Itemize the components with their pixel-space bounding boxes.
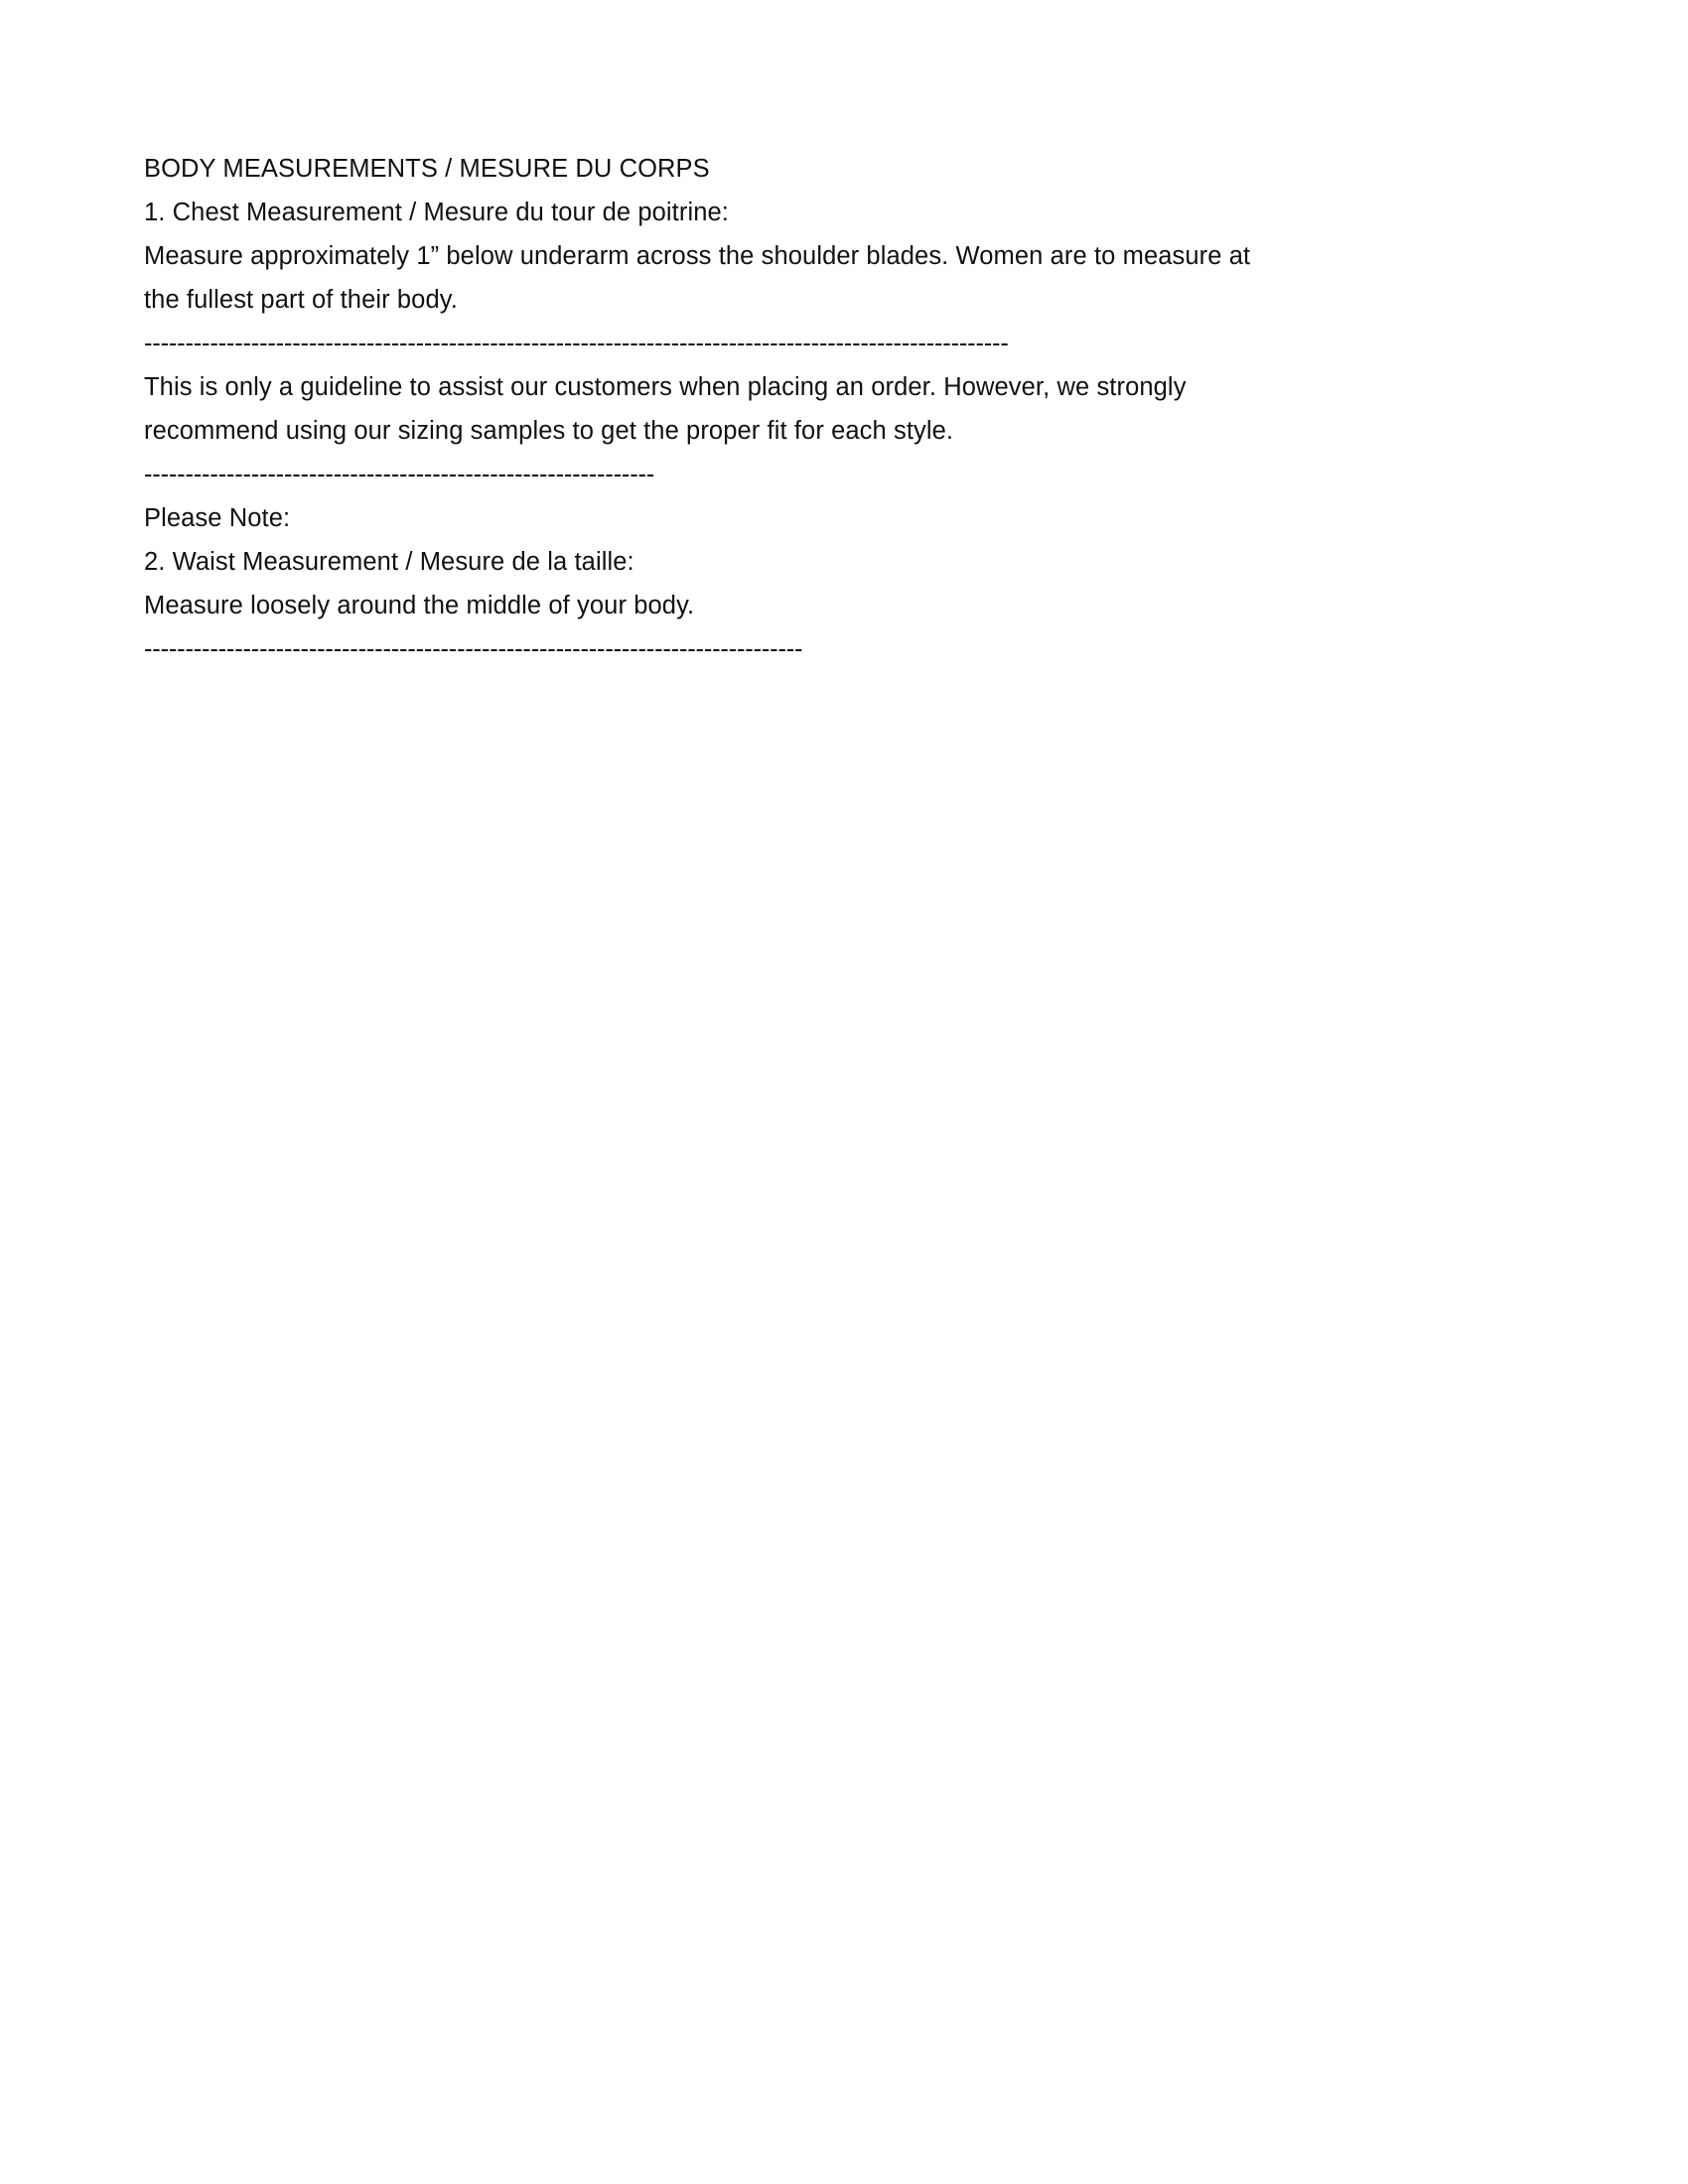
waist-measurement-label: 2. Waist Measurement / Mesure de la taille: (144, 548, 634, 576)
divider-2: -------------------------------------------------------------- (144, 461, 655, 488)
chest-measurement-label: 1. Chest Measurement / Mesure du tour de poitrine: (144, 199, 729, 226)
waist-measurement-instruction: Measure loosely around the middle of your body. (144, 592, 695, 619)
divider-3: -------------------------------------------------------------------------------- (144, 635, 803, 663)
divider-1: --------------------------------------------------------------------------------------------------------- (144, 330, 1009, 357)
guideline-note: This is only a guideline to assist our customers when placing an order. However, we strongly recommend using our sizing samples to get the proper fit for each style. (144, 373, 1187, 445)
please-note-label: Please Note: (144, 504, 291, 532)
document-content (144, 147, 1435, 671)
heading: BODY MEASUREMENTS / MESURE DU CORPS (144, 155, 710, 183)
chest-measurement-instruction: Measure approximately 1” below underarm across the shoulder blades. Women are to measure at the fullest part of their body. (144, 242, 1251, 314)
